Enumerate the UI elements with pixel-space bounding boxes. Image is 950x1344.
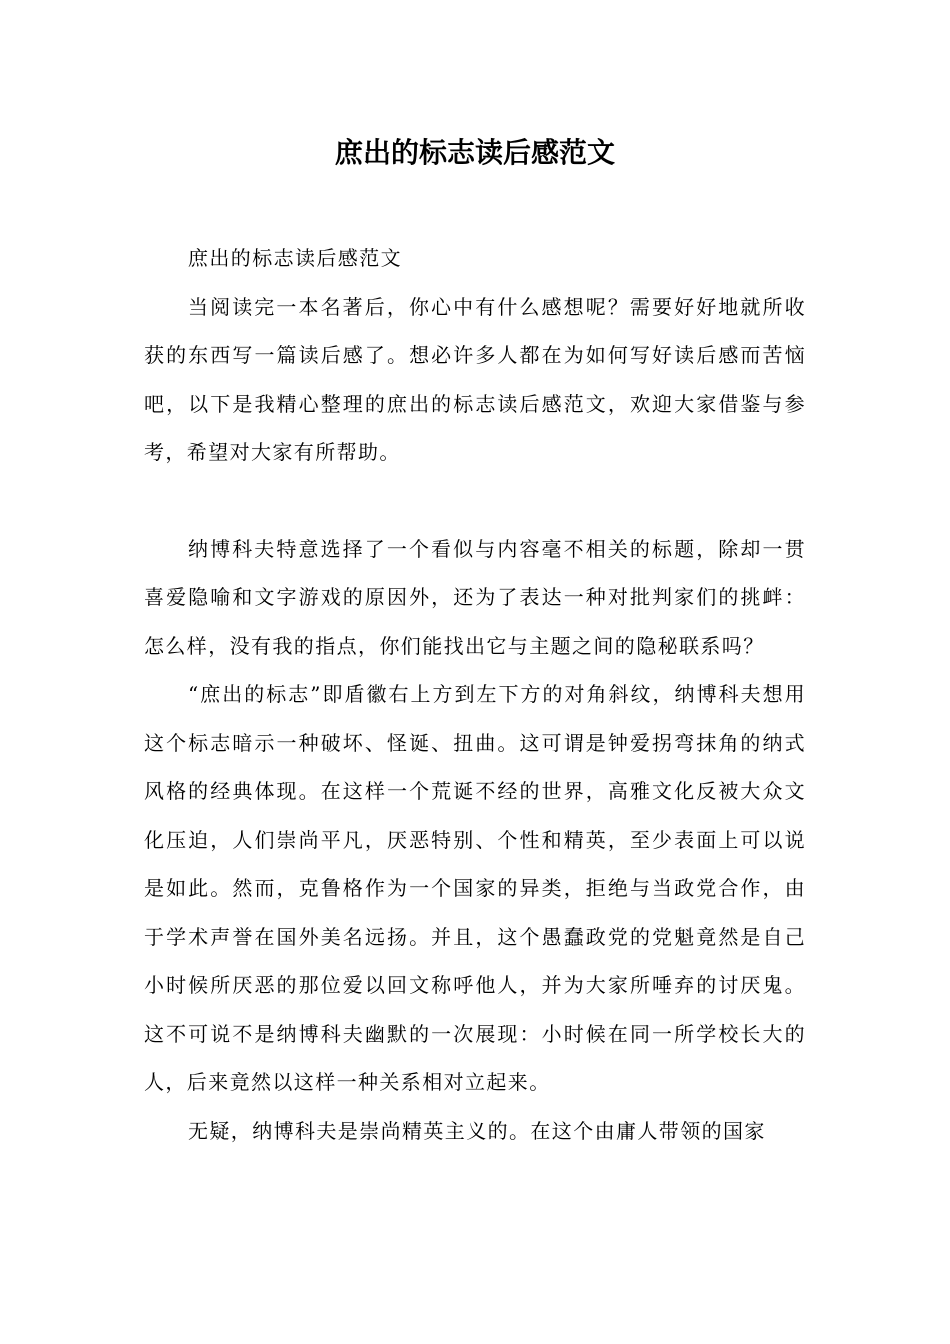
paragraph-symbol-meaning: “庶出的标志”即盾徽右上方到左下方的对角斜纹，纳博科夫想用这个标志暗示一种破坏、怪诞、扭曲。这可谓是钟爱拐弯抹角的纳式风格的经典体现。在这样一个荒诞不经的世界，高雅文化反被大众文化压迫，人们崇尚平凡，厌恶特别、个性和精英，至少表面上可以说是如此。然而，克鲁格作为一个国家的异类，拒绝与当政党合作，由于学术声誉在国外美名远扬。并且，这个愚蠢政党的党魁竟然是自己小时候所厌恶的那位爱以回文称呼他人，并为大家所唾弃的讨厌鬼。这不可说不是纳博科夫幽默的一次展现：小时候在同一所学校长大的人，后来竟然以这样一种关系相对立起来。	[144, 682, 806, 1094]
paragraph-elitism: 无疑，纳博科夫是崇尚精英主义的。在这个由庸人带领的国家	[188, 1118, 766, 1143]
paragraph-subtitle: 庶出的标志读后感范文	[188, 246, 402, 270]
paragraph-intro: 当阅读完一本名著后，你心中有什么感想呢？需要好好地就所收获的东西写一篇读后感了。想必许多人都在为如何写好读后感而苦恼吧，以下是我精心整理的庶出的标志读后感范文，欢迎大家借鉴与参考，希望对大家有所帮助。	[144, 294, 806, 464]
document-title: 庶出的标志读后感范文	[334, 136, 615, 169]
paragraph-gap	[144, 477, 806, 525]
document-body	[144, 234, 806, 1155]
paragraph-title-analysis: 纳博科夫特意选择了一个看似与内容毫不相关的标题，除却一贯喜爱隐喻和文字游戏的原因外，还为了表达一种对批判家们的挑衅：怎么样，没有我的指点，你们能找出它与主题之间的隐秘联系吗？	[144, 536, 806, 658]
